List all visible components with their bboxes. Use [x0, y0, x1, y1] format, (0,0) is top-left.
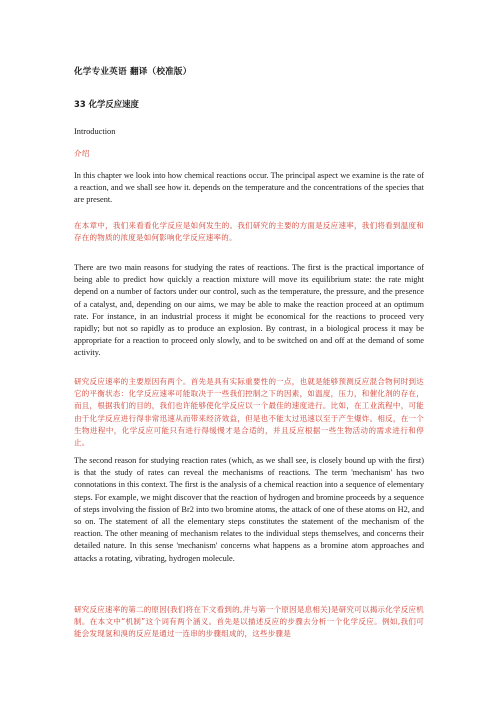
chapter-heading: 33 化学反应速度	[74, 99, 139, 109]
paragraph-zh-1: 在本章中，我们来看看化学反应是如何发生的。我们研究的主要的方面是反应速率，我们将看到温度和存在的物质的浓度是如何影响化学反应速率的。	[74, 221, 424, 243]
paragraph-en-3: The second reason for studying reaction rates (which, as we shall see, is closely bound up with the first) is that the study of rates can reveal the mechanisms of reactions. The term 'mechanism' has two connotations in this context. The first is the analysis of a chemical reaction into a sequence of elementary steps. For example, we might discover that the reaction of hydrogen and bromine proceeds by a sequence of steps involving the fission of Br2 into two bromine atoms, the attack of one of these atoms on H2, and so on. The statement of all the elementary steps constitutes the statement of the mechanism of the reaction. The other meaning of mechanism relates to the individual steps themselves, and concerns their detailed nature. In this sense 'mechanism' concerns what happens as a bromine atom approaches and attacks a rotating, vibrating, hydrogen molecule.	[74, 456, 424, 563]
paragraph-zh-3: 研究反应速率的第二的原因(我们将在下文看到的,并与第一个原因是息相关)是研究可以揭示化学反应机制。在本文中“机制”这个词有两个涵义。首先是以描述反应的步骤去分析一个化学反应。例如,我们可能会发现氢和溴的反应是通过一连串的步骤组成的，这些步骤是	[74, 605, 424, 639]
paragraph-zh-2: 研究反应速率的主要原因有两个。首先是具有实际重要性的一点，也就是能够预测反应混合物何时到达它的平衡状态：化学反应速率可能取决于一些我们控制之下的因素，如温度，压力，和催化剂的存在，而且，根据我们的目的，我们也许能够使化学反应以一个最佳的速度进行。比如，在工业流程中，可能由于化学反应进行得非常迅速从而带来经济效益，但是也不能太过迅速以至于产生爆炸。相反，在一个生物进程中，化学反应可能只有进行得缓慢才是合适的，并且反应根据一些生物活动的需求进行和停止。	[74, 377, 424, 448]
document-title: 化学专业英语 翻译（校准版）	[74, 67, 192, 77]
intro-label-zh: 介绍	[74, 149, 90, 158]
paragraph-en-1: In this chapter we look into how chemical reactions occur. The principal aspect we examine is the rate of a reaction, and we shall see how it. depends on the temperature and the concentrations of the species that are present.	[74, 171, 424, 205]
intro-label-en: Introduction	[74, 127, 116, 136]
paragraph-en-2: There are two main reasons for studying the rates of reactions. The first is the practical importance of being able to predict how quickly a reaction mixture will move its equilibrium state: the rate might depend on a number of factors under our control, such as the temperature, the pressure, and the presence of a catalyst, and, depending on our aims, we may be able to make the reaction proceed at an optimum rate. For instance, in an industrial process it might be economical for the reactions to proceed very rapidly; but not so rapidly as to produce an explosion. By contrast, in a biological process it may be appropriate for a reaction to proceed only slowly, and to be switched on and off at the demand of some activity.	[74, 263, 424, 358]
